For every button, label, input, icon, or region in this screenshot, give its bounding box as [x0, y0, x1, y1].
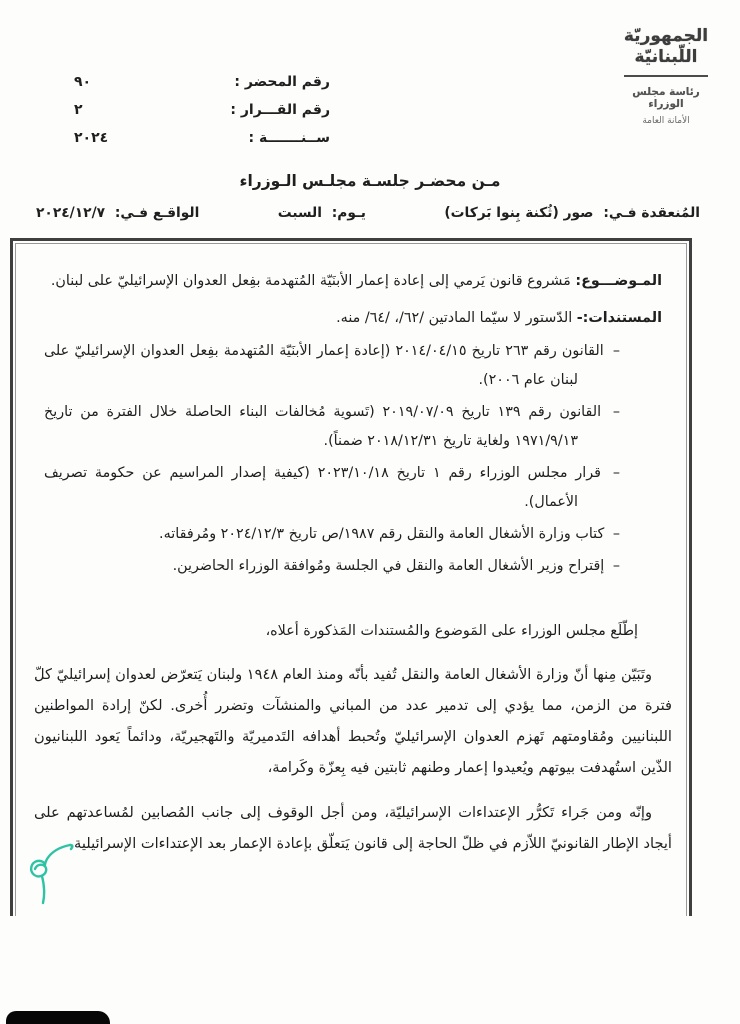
body-paragraph: وتَبَيّن مِنها أنّ وزارة الأشغال العامة والنقل تُفيد بأنّه ومنذ العام ١٩٤٨ ولبنان يَتعرّض لعدوان إسرائيليّ كلّ فترة من الزمن، مما يؤدي إلى تدمير عدد من المباني والمنشآت وتضرر أُخرى. لكنّ إرادة المواطنين اللبنانيين ومُقاومتهم تَهزم العدوان الإسرائيليّ وتُحبط أهدافه التَدميريّة والتَهجيريّة، ودائماً يَعود اللبنانيون الذّين استُهدفت بيوتهم ويُعيدوا إعمار وطنهم ثابتين فيه بِعزّة وكَرامة، [34, 666, 672, 776]
year-row [74, 130, 330, 146]
record-meta-block [74, 74, 330, 158]
day-label: يـوم: [331, 205, 366, 221]
general-secretariat-label: الأمانة العامة [642, 116, 690, 126]
document-reference-text: إقتراح وزير الأشغال العامة والنقل في الجلسة ومُوافقة الوزراء الحاضرين. [172, 558, 605, 574]
dash-bullet: – [612, 558, 620, 574]
document-reference-item [44, 459, 662, 517]
session-day [278, 205, 366, 221]
subject-label: المـوضـــوع: [575, 273, 662, 289]
year-label: ســنـــــــة : [248, 130, 330, 146]
documents-label: المستندات:- [576, 310, 662, 326]
record-number-row [74, 74, 330, 90]
document-reference-text: قرار مجلس الوزراء رقم ١ تاريخ ٢٠٢٣/١٠/١٨ (كيفية إصدار المراسيم عن حكومة تصريف الأعمال). [44, 465, 601, 510]
document-reference-item [44, 520, 662, 549]
minutes-content-box [10, 238, 692, 916]
document-reference-item [44, 398, 662, 456]
session-date [36, 205, 199, 221]
document-reference-text: القانون رقم ١٣٩ تاريخ ٢٠١٩/٠٧/٠٩ (تَسوية مُخالفات البناء الحاصلة خلال الفترة من تاريخ ١٩٧١/٩/١٣ ولغاية تاريخ ٢٠١٨/١٢/٣١ ضمناً). [44, 404, 602, 449]
republic-emblem-line2: اللّبنانيّة [634, 47, 698, 67]
documents-heading-line [44, 304, 662, 332]
held-at-value: صور (ثُكنة بِنوا بَركات) [444, 205, 594, 221]
date-value: ٢٠٢٤/١٢/٧ [36, 205, 106, 221]
document-reference-item [44, 552, 662, 581]
bottom-left-black-tab [6, 1011, 110, 1024]
record-number-label: رقم المحضر : [234, 74, 330, 90]
subject-line [44, 268, 662, 295]
year-value: ٢٠٢٤ [74, 130, 109, 146]
presidency-of-council-label: رئاسة مجلس الوزراء [632, 86, 700, 110]
date-label: الواقـع فـي: [114, 205, 200, 221]
document-reference-text: كتاب وزارة الأشغال العامة والنقل رقم ١٩٨٧/ص تاريخ ٢٠٢٤/١٢/٣ ومُرفقاته. [159, 526, 605, 542]
handwritten-initial [26, 842, 78, 908]
document-title: مـن محضـر جلسـة مجلـس الـوزراء [239, 172, 501, 190]
republic-emblem-line1: الجمهوريّة [623, 26, 709, 46]
content-box-inner-rule [15, 243, 687, 916]
council-reviewed-line: إطّلَع مجلس الوزراء على المَوضوع والمُستندات المَذكورة أعلاه، [265, 623, 638, 639]
decision-number-value: ٢ [74, 102, 83, 118]
session-held-at [444, 205, 700, 221]
decision-number-row [74, 102, 330, 118]
documents-first-item: الدّستور لا سيّما المادتين /٦٢/، /٦٤/ منه. [336, 310, 573, 326]
session-info-line [36, 205, 700, 221]
dash-bullet: – [612, 404, 621, 420]
document-reference-item [44, 337, 662, 395]
letterhead-divider [624, 75, 708, 77]
record-number-value: ٩٠ [74, 74, 92, 90]
content-box-body [16, 244, 686, 859]
held-at-label: المُنعقدة فـي: [603, 205, 700, 221]
dash-bullet: – [612, 343, 621, 359]
document-reference-text: القانون رقم ٢٦٣ تاريخ ٢٠١٤/٠٤/١٥ (إعادة إعمار الأبنَيّة المُتهدمة بفِعل العدوان الإسرائيليّ على لبنان عام ٢٠٠٦). [44, 343, 604, 388]
dash-bullet: – [612, 526, 620, 542]
lebanese-republic-letterhead [616, 26, 716, 126]
subject-text: مَشروع قانون يَرمي إلى إعادة إعمار الأبنَيّة المُتهدمة بفِعل العدوان الإسرائيليّ على لبنان. [50, 273, 571, 289]
day-value: السبت [277, 205, 322, 221]
decision-number-label: رقم القـــرار : [230, 102, 330, 118]
body-paragraph: وإنّه ومن جَراء تَكرُّر الإعتداءات الإسرائيليّة، ومن أجل الوقوف إلى جانب المُصابين لمُساعدتهم على أيجاد الإطار القانونيّ اللاّزم في ظلّ الحاجة إلى قانون يَتعلّق بإعادة الإعمار بعد الإعتداءات الإسرائيلية، [34, 804, 672, 852]
dash-bullet: – [612, 465, 620, 481]
